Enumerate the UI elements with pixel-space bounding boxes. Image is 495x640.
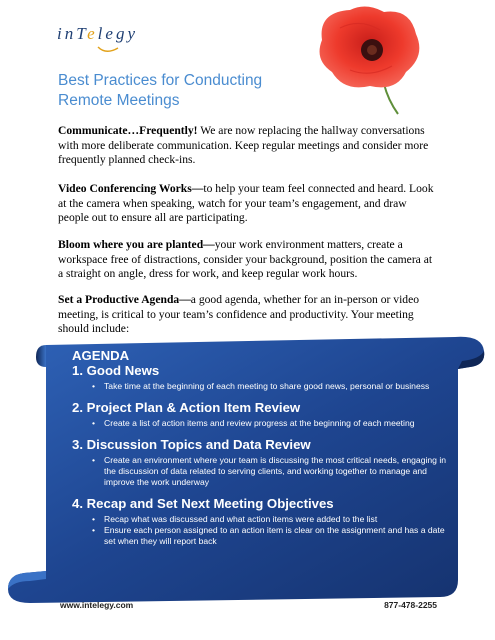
paragraph-body: your work environment matters, create a workspace free of distractions, consider your background, position the camera at a straight on angle, dress for work, and keep regular work hours. <box>58 238 433 281</box>
agenda-section-discussion <box>72 437 452 488</box>
agenda-section-title: 2. Project Plan & Action Item Review <box>72 400 301 415</box>
paragraph-heading: Set a Productive Agenda <box>58 293 180 306</box>
footer-website-link[interactable]: www.intelegy.com <box>60 600 134 610</box>
paragraph-separator: — <box>179 293 191 306</box>
paragraph-bloom <box>58 238 438 282</box>
agenda-bullet-list <box>72 514 452 547</box>
agenda-heading: AGENDA <box>72 348 130 363</box>
logo-text-start: inT <box>57 24 88 43</box>
agenda-section-project-plan <box>72 400 452 429</box>
agenda-bullet-list <box>72 455 452 488</box>
title-line-1: Best Practices for Conducting <box>58 72 263 89</box>
paragraph-separator: — <box>191 182 204 195</box>
logo-swirl-icon <box>96 45 120 55</box>
agenda-bullet-list <box>72 381 452 392</box>
agenda-bullet: • Create an environment where your team is discussing the most critical needs, engaging in the discussion of data related to serving clients, and working together to manage and improve the work underway <box>92 455 452 488</box>
agenda-content <box>72 348 452 547</box>
agenda-bullet: • Ensure each person assigned to an action item is clear on the assignment and has a date set when they will report back <box>92 525 452 547</box>
paragraph-video-conferencing <box>58 182 438 226</box>
paragraph-heading: Video Conferencing Works <box>58 182 192 195</box>
agenda-bullet: • Take time at the beginning of each meeting to share good news, personal or business <box>92 381 452 392</box>
agenda-bullet: • Recap what was discussed and what action items were added to the list <box>92 514 452 525</box>
paragraph-communicate <box>58 124 438 168</box>
paragraph-heading: Communicate…Frequently! <box>58 124 198 137</box>
footer-phone: 877-478-2255 <box>384 600 437 610</box>
agenda-section-title: 3. Discussion Topics and Data Review <box>72 437 311 452</box>
agenda-section-title: 1. Good News <box>72 363 160 378</box>
paragraph-agenda-intro <box>58 293 438 337</box>
paragraph-heading: Bloom where you are planted <box>58 238 204 251</box>
paragraph-body: to help your team feel connected and heard. Look at the camera when speaking, watch for your team’s engagement, and draw people out to ensure all are participating. <box>58 182 434 225</box>
agenda-section-recap <box>72 496 452 547</box>
agenda-section-good-news <box>72 363 452 392</box>
poppy-flower-image <box>300 0 440 118</box>
agenda-bullet: • Create a list of action items and review progress at the beginning of each meeting <box>92 418 452 429</box>
agenda-bullet-list <box>72 418 452 429</box>
page-title <box>58 71 262 111</box>
logo-text-accent: e <box>87 24 98 43</box>
logo-text-end: legy <box>97 24 138 43</box>
paragraph-body: We are now replacing the hallway conversations with more deliberate communication. Keep regular meetings and consider more frequently planned check-ins. <box>58 124 429 167</box>
paragraph-body: a good agenda, whether for an in-person or video meeting, is critical to your team’s confidence and productivity. Your meeting should include: <box>58 293 420 336</box>
paragraph-separator: — <box>203 238 215 251</box>
agenda-section-title: 4. Recap and Set Next Meeting Objectives <box>72 496 334 511</box>
intelegy-logo <box>57 24 138 44</box>
title-line-2: Remote Meetings <box>58 92 180 109</box>
